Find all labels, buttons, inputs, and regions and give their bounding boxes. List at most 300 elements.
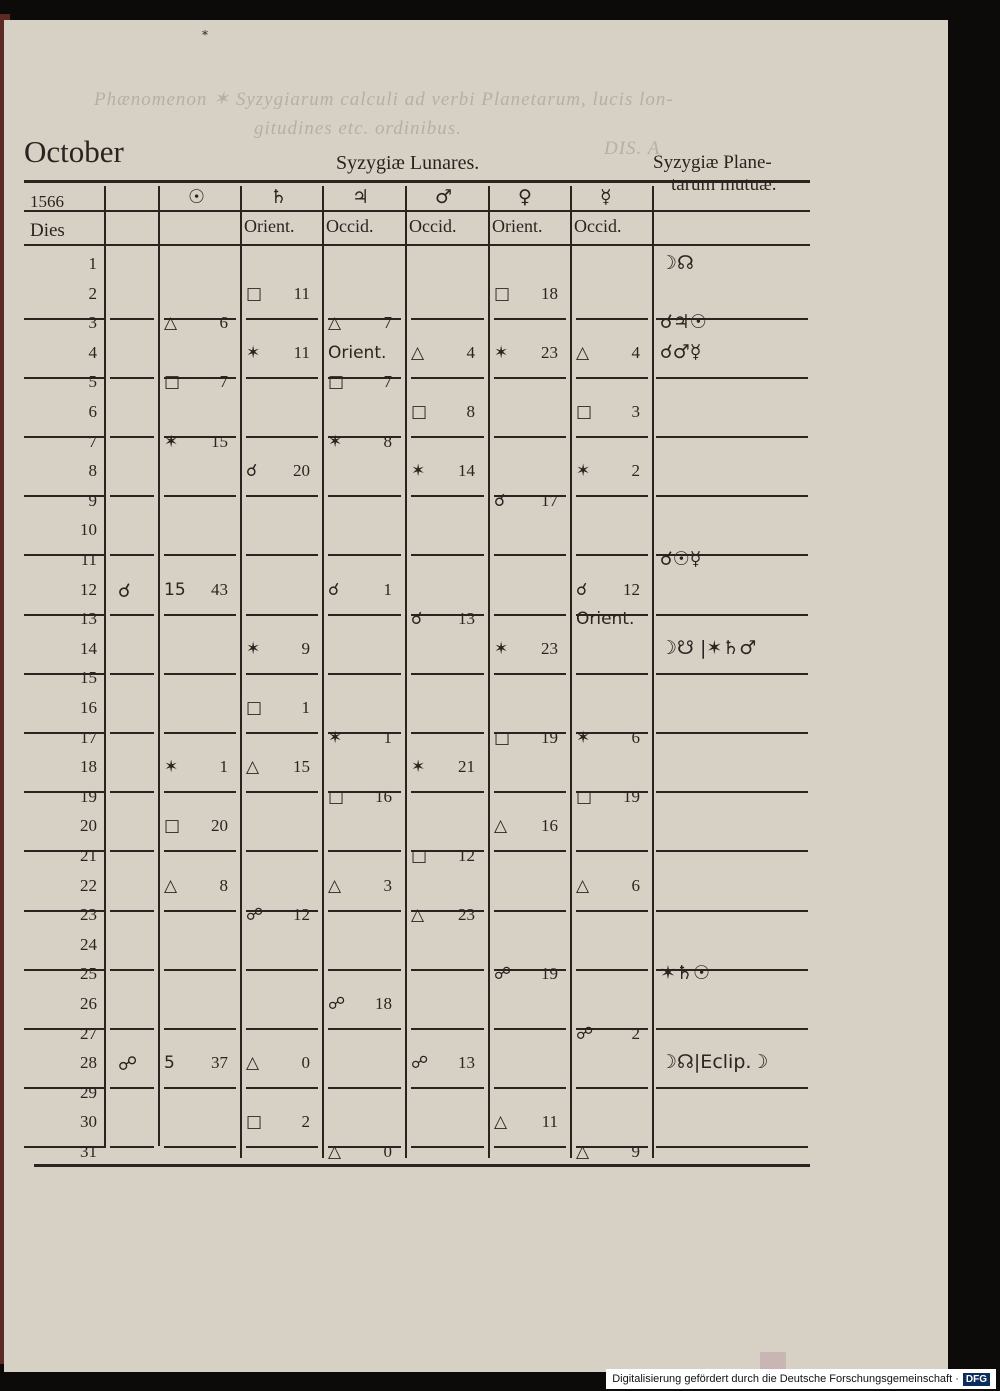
aspect-degree: 21: [458, 757, 475, 777]
sun-aspect-entry: [164, 1053, 228, 1073]
mutual-title-line2: tarum mutuæ.: [671, 174, 777, 195]
mutual-rule: [656, 377, 808, 379]
aspect-degree: 2: [301, 1112, 310, 1132]
cell-rule: [164, 969, 236, 971]
month-title: October: [24, 134, 124, 169]
cell-rule: [246, 554, 318, 556]
mutual-syzygy-entry: ☌♂☿: [660, 340, 702, 363]
jupiter-aspect-entry: [328, 787, 392, 807]
column-subheader-2: Occid.: [409, 216, 457, 236]
mercury-aspect-entry: [576, 876, 640, 896]
day-number: 2: [88, 283, 97, 303]
cell-rule: [328, 1087, 401, 1089]
planet-symbol-3: ♂: [435, 186, 453, 208]
day-number: 21: [80, 846, 97, 865]
mercury-aspect-entry: [576, 609, 640, 629]
sun-aspect-entry: [164, 432, 228, 452]
mutual-syzygy-entry: ☽☊: [660, 252, 694, 274]
aspect-symbol: □: [246, 283, 263, 304]
mutual-rule: [656, 673, 808, 675]
mercury-aspect-entry: [576, 461, 640, 481]
jupiter-aspect-entry: [328, 313, 392, 333]
cell-rule: [246, 318, 318, 320]
aspect-degree: 23: [541, 342, 558, 362]
aspect-symbol: △: [328, 875, 342, 896]
cell-rule: [328, 673, 401, 675]
mutual-rule: [656, 614, 808, 616]
cell-rule: [411, 495, 484, 497]
venus-aspect-entry: [494, 639, 558, 659]
aspect-symbol: ☍: [246, 905, 264, 926]
mutual-rule: [656, 791, 808, 793]
aspect-symbol: △: [411, 342, 425, 363]
page-mark: *: [202, 28, 208, 42]
cell-rule: [110, 1028, 154, 1030]
mutual-syzygy-entry: ☽☋ |✶♄♂: [660, 636, 757, 659]
aspect-degree: 18: [375, 994, 392, 1013]
aspect-symbol: △: [576, 1142, 590, 1162]
planet-symbol-2: ♃: [352, 186, 370, 208]
column-divider-2: [240, 186, 242, 1158]
header-rule-symbols: [24, 210, 810, 212]
day-number: 9: [88, 490, 97, 510]
aspect-symbol: 5: [164, 1053, 175, 1074]
cell-rule: [110, 554, 154, 556]
dies-label: Dies: [30, 220, 65, 241]
day-number: 18: [80, 757, 97, 777]
aspect-degree: 18: [541, 283, 558, 303]
aspect-degree: 4: [631, 342, 640, 362]
sun-aspect-entry: [164, 757, 228, 777]
day-number: 1: [88, 254, 97, 273]
cell-rule: [576, 850, 648, 852]
cell-rule: [494, 1028, 566, 1030]
aspect-degree: 7: [383, 372, 392, 392]
venus-aspect-entry: [494, 728, 558, 748]
mercury-aspect-entry: [576, 787, 640, 807]
aspect-symbol: ✶: [164, 757, 179, 778]
cell-rule: [411, 318, 484, 320]
aspect-symbol: ☍: [494, 964, 512, 985]
aspect-symbol: ✶: [494, 342, 509, 363]
cell-rule: [494, 1146, 566, 1148]
mutual-rule: [656, 850, 808, 852]
planet-symbol-5: ☿: [600, 186, 612, 208]
aspect-symbol: ✶: [328, 727, 343, 748]
cell-rule: [411, 673, 484, 675]
cell-rule: [110, 732, 154, 734]
aspect-symbol: ☌: [246, 461, 258, 482]
aspect-symbol: Orient.: [328, 342, 387, 363]
aspect-symbol: △: [164, 875, 178, 896]
aspect-degree: 9: [631, 1142, 640, 1161]
lunar-syzygies-title: Syzygiæ Lunares.: [336, 152, 480, 174]
aspect-degree: 0: [383, 1142, 392, 1161]
mars-aspect-entry: [411, 846, 475, 866]
day-number: 12: [80, 579, 97, 599]
day-number: 30: [80, 1112, 97, 1132]
venus-aspect-entry: [494, 491, 558, 511]
aspect-symbol: △: [328, 313, 342, 334]
aspect-degree: 11: [293, 342, 310, 362]
column-subheader-0: Orient.: [244, 216, 295, 236]
aspect-degree: 13: [458, 609, 475, 629]
aspect-symbol: ✶: [494, 638, 509, 659]
aspect-degree: 1: [383, 727, 392, 747]
day-number: 11: [80, 550, 97, 569]
aspect-symbol: □: [164, 372, 181, 393]
aspect-symbol: △: [246, 1053, 260, 1074]
lunar-phase-mark: ☍: [118, 1053, 138, 1076]
digitization-footer: [606, 1369, 996, 1389]
cell-rule: [411, 1087, 484, 1089]
aspect-degree: 6: [219, 313, 228, 333]
aspect-symbol: □: [576, 402, 593, 422]
day-number: 8: [88, 461, 97, 481]
aspect-degree: 43: [211, 579, 228, 599]
aspect-symbol: ✶: [411, 757, 426, 778]
column-divider-1: [158, 186, 160, 1146]
aspect-symbol: □: [246, 698, 263, 718]
column-subheader-1: Occid.: [326, 216, 374, 236]
aspect-symbol: △: [411, 905, 425, 926]
day-number: 13: [80, 609, 97, 629]
aspect-symbol: □: [411, 846, 428, 866]
aspect-symbol: □: [328, 786, 345, 807]
venus-aspect-entry: [494, 1112, 558, 1132]
aspect-degree: 2: [631, 1023, 640, 1043]
mars-aspect-entry: [411, 757, 475, 777]
saturn-aspect-entry: [246, 343, 310, 363]
aspect-symbol: □: [246, 1112, 263, 1133]
aspect-degree: 3: [631, 402, 640, 421]
sun-aspect-entry: [164, 372, 228, 392]
aspect-degree: 17: [541, 490, 558, 510]
cell-rule: [494, 377, 566, 379]
aspect-degree: 1: [219, 757, 228, 777]
column-divider-3: [322, 186, 324, 1158]
cell-rule: [110, 910, 154, 912]
header-rule-dies: [24, 244, 810, 246]
day-number: 31: [80, 1142, 97, 1161]
saturn-aspect-entry: [246, 1053, 310, 1073]
column-divider-5: [488, 186, 490, 1158]
mercury-aspect-entry: [576, 1142, 640, 1162]
day-number: 6: [88, 402, 97, 421]
aspect-degree: 7: [219, 372, 228, 392]
saturn-aspect-entry: [246, 905, 310, 925]
day-number: 23: [80, 905, 97, 925]
aspect-degree: 3: [383, 875, 392, 895]
day-number: 20: [80, 816, 97, 836]
cell-rule: [246, 732, 318, 734]
day-number: 17: [80, 727, 97, 747]
aspect-degree: 15: [293, 757, 310, 777]
mercury-aspect-entry: [576, 343, 640, 363]
aspect-degree: 14: [458, 461, 475, 481]
cell-rule: [164, 910, 236, 912]
cell-rule: [576, 318, 648, 320]
cell-rule: [164, 1146, 236, 1148]
cell-rule: [494, 614, 566, 616]
cell-rule: [411, 969, 484, 971]
column-divider-7: [652, 186, 654, 1158]
mars-aspect-entry: [411, 1053, 475, 1073]
aspect-degree: 37: [211, 1053, 228, 1073]
cell-rule: [246, 1028, 318, 1030]
cell-rule: [246, 969, 318, 971]
cell-rule: [576, 1087, 648, 1089]
aspect-symbol: ☌: [494, 490, 506, 511]
aspect-symbol: △: [164, 313, 178, 334]
aspect-symbol: ☌: [576, 579, 588, 600]
aspect-symbol: 15: [164, 579, 186, 600]
aspect-symbol: ✶: [246, 638, 261, 659]
mercury-aspect-entry: [576, 580, 640, 600]
lunar-phase-mark: ☌: [118, 579, 131, 602]
day-number: 28: [80, 1053, 97, 1073]
aspect-degree: 1: [301, 698, 310, 717]
day-number: 10: [80, 520, 97, 540]
aspect-symbol: ☌: [411, 609, 423, 630]
aspect-degree: 23: [541, 638, 558, 658]
aspect-degree: 19: [541, 964, 558, 984]
aspect-symbol: △: [494, 816, 508, 837]
aspect-degree: 8: [219, 875, 228, 895]
cell-rule: [246, 850, 318, 852]
aspect-degree: 16: [541, 816, 558, 836]
aspect-symbol: ☍: [328, 994, 346, 1014]
aspect-degree: 12: [623, 579, 640, 599]
table-bottom-rule: [34, 1164, 810, 1167]
mutual-title-line1: Syzygiæ Plane-: [653, 152, 772, 173]
mutual-rule: [656, 495, 808, 497]
cell-rule: [576, 377, 648, 379]
day-number: 5: [88, 372, 97, 392]
dfg-logo-icon: DFG: [963, 1373, 990, 1386]
cell-rule: [246, 436, 318, 438]
aspect-degree: 19: [623, 786, 640, 806]
cell-rule: [494, 554, 566, 556]
day-number: 29: [80, 1082, 97, 1102]
aspect-degree: 13: [458, 1053, 475, 1073]
mars-aspect-entry: [411, 402, 475, 422]
mutual-rule: [656, 436, 808, 438]
cell-rule: [411, 1146, 484, 1148]
aspect-symbol: ✶: [328, 431, 343, 452]
venus-aspect-entry: [494, 284, 558, 304]
cell-rule: [246, 1087, 318, 1089]
cell-rule: [110, 614, 154, 616]
mercury-aspect-entry: [576, 1024, 640, 1044]
mutual-rule: [656, 1087, 808, 1089]
mercury-aspect-entry: [576, 728, 640, 748]
cell-rule: [110, 1087, 154, 1089]
mars-aspect-entry: [411, 461, 475, 481]
jupiter-aspect-entry: [328, 343, 392, 363]
aspect-symbol: □: [411, 402, 428, 422]
jupiter-aspect-entry: [328, 728, 392, 748]
jupiter-aspect-entry: [328, 876, 392, 896]
day-number: 3: [88, 313, 97, 333]
aspect-symbol: □: [328, 372, 345, 393]
cell-rule: [110, 377, 154, 379]
day-number: 15: [80, 668, 97, 688]
cell-rule: [246, 614, 318, 616]
cell-rule: [494, 850, 566, 852]
aspect-symbol: ✶: [164, 431, 179, 452]
column-divider-6: [570, 186, 572, 1158]
cell-rule: [164, 673, 236, 675]
cell-rule: [328, 554, 401, 556]
mutual-rule: [656, 1146, 808, 1148]
cell-rule: [411, 732, 484, 734]
cell-rule: [110, 495, 154, 497]
sun-aspect-entry: [164, 876, 228, 896]
aspect-symbol: ✶: [246, 342, 261, 363]
mercury-aspect-entry: [576, 402, 640, 422]
aspect-degree: 16: [375, 786, 392, 806]
mutual-rule: [656, 910, 808, 912]
book-page: [4, 20, 948, 1372]
aspect-degree: 20: [211, 816, 228, 836]
cell-rule: [411, 436, 484, 438]
bleed-through-text-2: gitudines etc. ordinibus.: [254, 118, 462, 139]
saturn-aspect-entry: [246, 461, 310, 481]
cell-rule: [494, 910, 566, 912]
aspect-symbol: ✶: [576, 727, 591, 748]
jupiter-aspect-entry: [328, 1142, 392, 1162]
saturn-aspect-entry: [246, 698, 310, 718]
cell-rule: [494, 436, 566, 438]
mutual-syzygy-entry: ☌♃☉: [660, 311, 707, 334]
aspect-symbol: △: [246, 757, 260, 778]
cell-rule: [110, 969, 154, 971]
aspect-degree: 0: [301, 1053, 310, 1073]
jupiter-aspect-entry: [328, 372, 392, 392]
cell-rule: [411, 554, 484, 556]
jupiter-aspect-entry: [328, 580, 392, 600]
aspect-symbol: □: [164, 816, 181, 837]
aspect-degree: 6: [631, 875, 640, 895]
aspect-symbol: □: [494, 283, 511, 304]
day-number: 22: [80, 875, 97, 895]
aspect-symbol: Orient.: [576, 609, 635, 630]
cell-rule: [328, 1028, 401, 1030]
day-number: 27: [80, 1023, 97, 1043]
aspect-degree: 12: [458, 846, 475, 865]
sun-aspect-entry: [164, 580, 228, 600]
aspect-symbol: ☍: [576, 1023, 594, 1044]
saturn-aspect-entry: [246, 284, 310, 304]
aspect-degree: 7: [383, 313, 392, 333]
aspect-symbol: ✶: [411, 461, 426, 482]
mutual-syzygy-entry: ☽☊|Eclip.☽: [660, 1051, 769, 1074]
cell-rule: [110, 791, 154, 793]
cell-rule: [164, 614, 236, 616]
cell-rule: [164, 1087, 236, 1089]
cell-rule: [164, 1028, 236, 1030]
cell-rule: [576, 673, 648, 675]
aspect-degree: 23: [458, 905, 475, 925]
aspect-symbol: □: [494, 727, 511, 748]
bleed-through-text: Phænomenon ✶ Syzygiarum calculi ad verbi Planetarum, lucis lon-: [94, 89, 674, 110]
jupiter-aspect-entry: [328, 432, 392, 452]
planet-symbol-0: ☉: [188, 186, 206, 208]
cell-rule: [164, 850, 236, 852]
cell-rule: [164, 495, 236, 497]
cell-rule: [164, 791, 236, 793]
cell-rule: [411, 377, 484, 379]
aspect-degree: 11: [541, 1112, 558, 1132]
aspect-degree: 15: [211, 431, 228, 451]
cell-rule: [246, 673, 318, 675]
cell-rule: [328, 614, 401, 616]
mutual-syzygy-entry: ☌☉☿: [660, 548, 702, 570]
column-subheader-3: Orient.: [492, 216, 543, 236]
planet-symbol-1: ♄: [270, 186, 288, 208]
sun-aspect-entry: [164, 816, 228, 836]
ephemeris-table: [4, 20, 948, 1372]
cell-rule: [328, 495, 401, 497]
mutual-syzygy-entry: ✶♄☉: [660, 962, 710, 985]
jupiter-aspect-entry: [328, 994, 392, 1014]
saturn-aspect-entry: [246, 757, 310, 777]
column-subheader-4: Occid.: [574, 216, 622, 236]
cell-rule: [110, 436, 154, 438]
day-number: 4: [88, 342, 97, 362]
aspect-symbol: ☍: [411, 1053, 429, 1074]
day-number: 14: [80, 638, 97, 658]
cell-rule: [246, 791, 318, 793]
footer-text: Digitalisierung gefördert durch die Deutsche Forschungsgemeinschaft ·: [612, 1373, 959, 1385]
column-divider-0: [104, 186, 106, 1146]
day-number: 7: [88, 431, 97, 451]
cell-rule: [576, 436, 648, 438]
aspect-symbol: △: [494, 1112, 508, 1133]
column-divider-4: [405, 186, 407, 1158]
cell-rule: [494, 791, 566, 793]
mars-aspect-entry: [411, 343, 475, 363]
cell-rule: [328, 969, 401, 971]
cell-rule: [576, 969, 648, 971]
venus-aspect-entry: [494, 816, 558, 836]
aspect-degree: 11: [293, 283, 310, 303]
cell-rule: [246, 1146, 318, 1148]
aspect-degree: 6: [631, 727, 640, 747]
mars-aspect-entry: [411, 905, 475, 925]
bleed-through-text-3: DIS. A: [604, 138, 661, 159]
aspect-symbol: △: [328, 1142, 342, 1162]
cell-rule: [246, 377, 318, 379]
cell-rule: [494, 318, 566, 320]
mars-aspect-entry: [411, 609, 475, 629]
aspect-degree: 19: [541, 727, 558, 747]
aspect-degree: 20: [293, 461, 310, 481]
cell-rule: [411, 1028, 484, 1030]
cell-rule: [576, 554, 648, 556]
venus-aspect-entry: [494, 343, 558, 363]
aspect-symbol: ☌: [328, 579, 340, 600]
cell-rule: [576, 495, 648, 497]
aspect-symbol: △: [576, 875, 590, 896]
cell-rule: [110, 673, 154, 675]
cell-rule: [164, 554, 236, 556]
aspect-degree: 8: [466, 402, 475, 421]
day-number: 25: [80, 964, 97, 984]
cell-rule: [576, 910, 648, 912]
aspect-degree: 9: [301, 638, 310, 658]
